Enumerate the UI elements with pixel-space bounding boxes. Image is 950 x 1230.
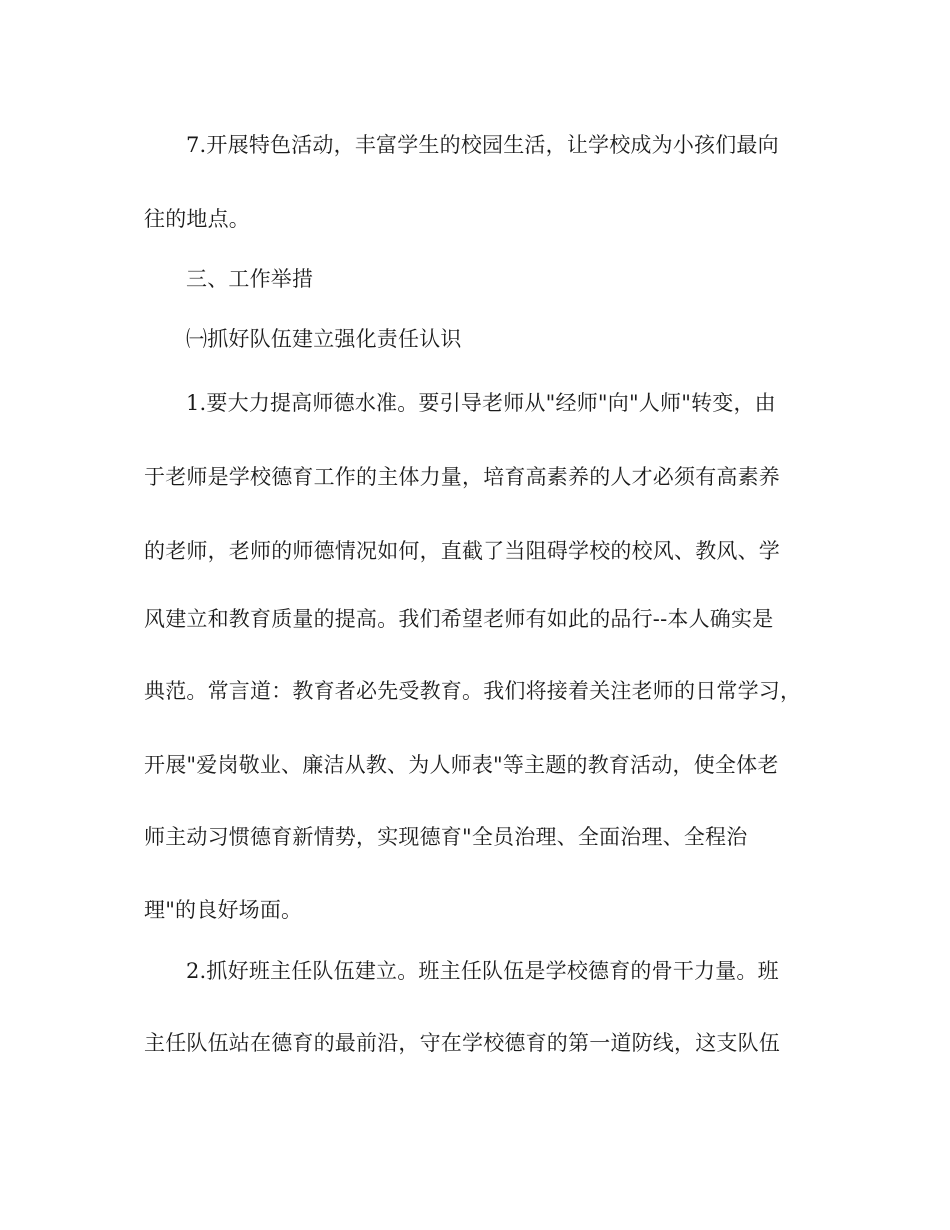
paragraph-1-line-2: 于老师是学校德育工作的主体力量，培育高素养的人才必须有高素养 [144,465,780,489]
paragraph-1-line-7: 师主动习惯德育新情势，实现德育"全员治理、全面治理、全程治 [144,825,748,849]
paragraph-7-line-1: 7.开展特色活动，丰富学生的校园生活，让学校成为小孩们最向 [186,133,779,157]
paragraph-2-line-2: 主任队伍站在德育的最前沿，守在学校德育的第一道防线，这支队伍 [144,1031,780,1055]
subsection-heading-1: ㈠抓好队伍建立强化责任认识 [186,327,462,351]
section-heading-3: 三、工作举措 [186,267,314,291]
paragraph-1-line-4: 风建立和教育质量的提高。我们希望老师有如此的品行--本人确实是 [144,607,774,631]
paragraph-2-line-1: 2.抓好班主任队伍建立。班主任队伍是学校德育的骨干力量。班 [186,959,779,983]
paragraph-7-line-2: 往的地点。 [144,207,250,231]
paragraph-1-line-5: 典范。常言道：教育者必先受教育。我们将接着关注老师的日常学习， [144,679,802,703]
paragraph-1-line-8: 理"的良好场面。 [144,898,303,922]
paragraph-1-line-1: 1.要大力提高师德水准。要引导老师从"经师"向"人师"转变，由 [186,391,776,415]
paragraph-1-line-6: 开展"爱岗敬业、廉洁从教、为人师表"等主题的教育活动，使全体老 [144,753,779,777]
paragraph-1-line-3: 的老师，老师的师德情况如何，直截了当阻碍学校的校风、教风、学 [144,539,780,563]
